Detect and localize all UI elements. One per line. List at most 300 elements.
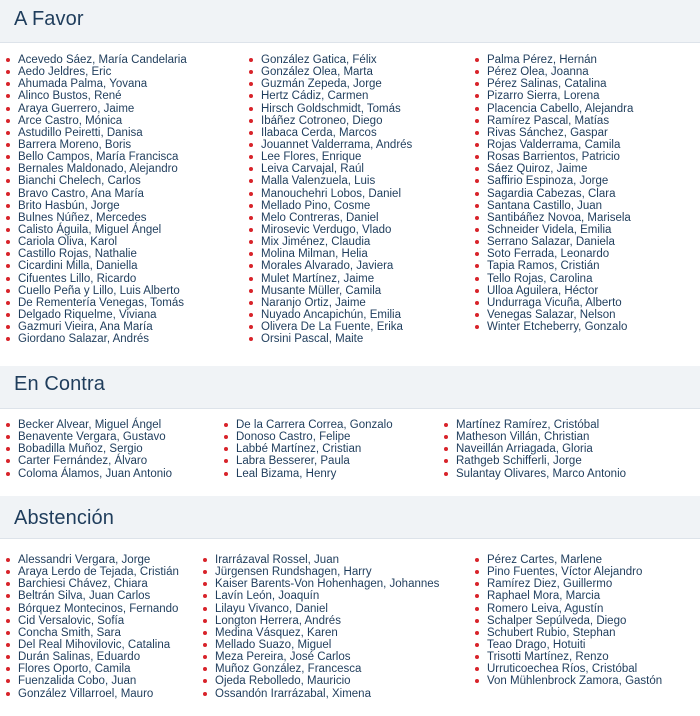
list-item [6,139,187,151]
member-name: Leal Bizama, Henry [236,467,337,480]
section-en-contra [0,366,700,490]
list-item [203,688,439,700]
list-item [475,615,662,627]
bullet-icon [224,472,228,476]
member-name: Santana Castillo, Juan [487,199,603,212]
list-item [475,139,633,151]
member-name: Cifuentes Lillo, Ricardo [18,272,137,285]
member-name: Nuyado Ancapichún, Emilia [261,308,401,321]
bullet-icon [475,325,479,329]
name-column-2 [203,554,439,700]
member-name: Jürgensen Rundshagen, Harry [215,566,372,579]
bullet-icon [475,313,479,317]
member-name: Sáez Quiroz, Jaime [487,163,588,176]
member-name: Ulloa Aguilera, Héctor [487,284,599,297]
bullet-icon [249,131,253,135]
list-item [203,651,439,663]
bullet-icon [249,325,253,329]
member-name: Raphael Mora, Marcia [487,590,601,603]
list-item [475,627,662,639]
bullet-icon [6,313,10,317]
member-name: Acevedo Sáez, María Candelaria [18,54,187,66]
list-item [249,309,412,321]
bullet-icon [6,155,10,159]
member-name: Pérez Cartes, Marlene [487,554,603,566]
list-item [475,188,633,200]
bullet-icon [475,192,479,196]
bullet-icon [224,423,228,427]
member-name: Rosas Barrientos, Patricio [487,151,620,164]
list-item [203,627,439,639]
list-item [203,578,439,590]
member-name: De la Carrera Correa, Gonzalo [236,419,393,431]
bullet-icon [6,667,10,671]
bullet-icon [475,594,479,598]
list-item [6,455,172,467]
member-name: Rathgeb Schifferli, Jorge [456,455,582,468]
bullet-icon [249,216,253,220]
list-item [475,260,633,272]
list-item [6,663,179,675]
member-name: Pizarro Sierra, Lorena [487,90,600,103]
member-name: Naranjo Ortiz, Jaime [261,296,366,309]
list-item [6,297,187,309]
bullet-icon [6,301,10,305]
member-name: Santibáñez Novoa, Marisela [487,211,631,224]
list-item [444,431,626,443]
member-name: Giordano Salazar, Andrés [18,333,150,346]
member-name: Labbé Martínez, Cristian [236,443,362,456]
list-item [6,333,187,345]
bullet-icon [475,240,479,244]
bullet-icon [203,667,207,671]
list-item [224,419,393,431]
member-name: Durán Salinas, Eduardo [18,651,141,664]
list-item [249,236,412,248]
section-title: A Favor [14,8,84,30]
member-name: Alessandri Vergara, Jorge [18,554,151,566]
bullet-icon [475,228,479,232]
member-name: Bello Campos, María Francisca [18,151,179,164]
member-name: Kaiser Barents-Von Hohenhagen, Johannes [215,578,440,591]
list-item [475,248,633,260]
list-item [6,212,187,224]
bullet-icon [6,94,10,98]
bullet-icon [475,82,479,86]
name-column-1 [6,554,179,700]
list-item [249,285,412,297]
bullet-icon [249,143,253,147]
member-name: Delgado Riquelme, Viviana [18,308,157,321]
list-item [6,66,187,78]
member-name: Ilabaca Cerda, Marcos [261,126,377,139]
member-name: Cuello Peña y Lillo, Luis Alberto [18,284,180,297]
list-item [6,54,187,66]
bullet-icon [6,82,10,86]
bullet-icon [6,179,10,183]
list-item [475,115,633,127]
bullet-icon [475,558,479,562]
member-name: Ahumada Palma, Yovana [18,78,148,91]
name-column-1 [6,54,187,345]
bullet-icon [249,204,253,208]
bullet-icon [475,155,479,159]
bullet-icon [249,301,253,305]
list-item [249,333,412,345]
member-name: Schneider Videla, Emilia [487,223,612,236]
bullet-icon [475,643,479,647]
bullet-icon [6,216,10,220]
member-name: Guzmán Zepeda, Jorge [261,78,382,91]
list-item [224,431,393,443]
list-item [444,419,626,431]
member-name: Malla Valenzuela, Luis [261,175,376,188]
member-name: Melo Contreras, Daniel [261,211,379,224]
list-item [475,200,633,212]
list-item [6,468,172,480]
list-item [6,188,187,200]
list-item [249,115,412,127]
list-item [249,127,412,139]
list-item [203,590,439,602]
bullet-icon [6,70,10,74]
list-item [249,248,412,260]
bullet-icon [475,289,479,293]
bullet-icon [475,619,479,623]
member-name: Pérez Salinas, Catalina [487,78,607,91]
member-name: Brito Hasbún, Jorge [18,199,120,212]
member-name: Cicardini Milla, Daniella [18,260,138,273]
bullet-icon [475,679,479,683]
list-item [203,615,439,627]
member-name: Von Mühlenbrock Zamora, Gastón [487,675,663,688]
bullet-icon [6,204,10,208]
member-name: Longton Herrera, Andrés [215,614,341,627]
list-item [475,663,662,675]
name-column-1 [6,419,172,480]
bullet-icon [249,58,253,62]
list-item [249,321,412,333]
list-item [475,309,633,321]
list-item [6,615,179,627]
list-item [249,200,412,212]
member-name: Romero Leiva, Agustín [487,602,604,615]
list-item [249,188,412,200]
member-name: Mellado Pino, Cosme [261,199,371,212]
bullet-icon [6,107,10,111]
member-name: Venegas Salazar, Nelson [487,308,616,321]
member-name: Soto Ferrada, Leonardo [487,248,610,261]
member-name: Ojeda Rebolledo, Mauricio [215,675,351,688]
list-item [6,224,187,236]
member-name: Hirsch Goldschmidt, Tomás [261,102,401,115]
member-name: Ramírez Diez, Guillermo [487,578,613,591]
bullet-icon [6,643,10,647]
list-item [6,443,172,455]
member-name: Ossandón Irarrázabal, Ximena [215,687,371,700]
member-name: Muñoz González, Francesca [215,663,362,676]
member-name: De Rementería Venegas, Tomás [18,296,184,309]
bullet-icon [6,119,10,123]
member-name: Teao Drago, Hotuiti [487,638,586,651]
member-name: Tello Rojas, Carolina [487,272,593,285]
bullet-icon [475,655,479,659]
bullet-icon [6,631,10,635]
list-item [249,212,412,224]
member-name: Mirosevic Verdugo, Vlado [261,223,392,236]
bullet-icon [249,337,253,341]
member-name: Flores Oporto, Camila [18,663,131,676]
list-item [6,103,187,115]
member-name: Olivera De La Fuente, Erika [261,321,403,334]
bullet-icon [6,435,10,439]
bullet-icon [444,447,448,451]
member-name: Tapia Ramos, Cristián [487,260,600,273]
member-name: Bórquez Montecinos, Fernando [18,602,179,615]
list-item [224,443,393,455]
bullet-icon [475,301,479,305]
list-item [475,212,633,224]
bullet-icon [475,204,479,208]
bullet-icon [224,435,228,439]
bullet-icon [6,607,10,611]
member-name: Sagardia Cabezas, Clara [487,187,616,200]
list-item [249,139,412,151]
member-name: Sulantay Olivares, Marco Antonio [456,467,627,480]
list-item [475,651,662,663]
member-name: Jouannet Valderrama, Andrés [261,138,413,151]
member-name: Cariola Oliva, Karol [18,236,118,249]
bullet-icon [475,70,479,74]
list-item [203,603,439,615]
member-name: Meza Pereira, José Carlos [215,651,351,664]
list-item [475,151,633,163]
list-item [444,455,626,467]
list-item [475,566,662,578]
bullet-icon [249,240,253,244]
member-name: Lilayu Vivanco, Daniel [215,602,328,615]
member-name: Placencia Cabello, Alejandra [487,102,634,115]
bullet-icon [249,313,253,317]
list-item [475,554,662,566]
list-item [475,90,633,102]
bullet-icon [6,325,10,329]
bullet-icon [6,594,10,598]
list-item [475,285,633,297]
section-title: En Contra [14,373,105,395]
member-name: Astudillo Peiretti, Danisa [18,126,143,139]
bullet-icon [6,423,10,427]
list-item [249,151,412,163]
member-name: Manouchehri Lobos, Daniel [261,187,402,200]
member-name: Fuenzalida Cobo, Juan [18,675,137,688]
member-name: Ramírez Pascal, Matías [487,114,610,127]
member-name: Musante Müller, Camila [261,284,382,297]
list-item [249,273,412,285]
bullet-icon [203,679,207,683]
list-item [6,236,187,248]
bullet-icon [203,619,207,623]
bullet-icon [6,192,10,196]
member-name: Leiva Carvajal, Raúl [261,163,364,176]
list-item [475,578,662,590]
bullet-icon [6,692,10,696]
member-name: Coloma Álamos, Juan Antonio [18,467,173,480]
list-item [6,127,187,139]
member-name: Schubert Rubio, Stephan [487,626,616,639]
bullet-icon [475,58,479,62]
list-item [203,663,439,675]
bullet-icon [475,607,479,611]
bullet-icon [475,216,479,220]
list-item [224,468,393,480]
list-item [6,590,179,602]
bullet-icon [475,119,479,123]
bullet-icon [249,192,253,196]
bullet-icon [475,277,479,281]
bullet-icon [6,228,10,232]
section-title: Abstención [14,507,114,529]
bullet-icon [249,264,253,268]
list-item [6,78,187,90]
member-name: Beltrán Silva, Juan Carlos [18,590,151,603]
list-item [6,688,179,700]
member-name: Pérez Olea, Joanna [487,66,589,79]
bullet-icon [475,570,479,574]
list-item [475,66,633,78]
list-item [6,419,172,431]
list-item [249,78,412,90]
bullet-icon [6,459,10,463]
member-name: Lee Flores, Enrique [261,151,362,164]
list-item [475,603,662,615]
list-item [203,675,439,687]
bullet-icon [6,131,10,135]
member-name: Concha Smith, Sara [18,626,121,639]
list-item [6,175,187,187]
bullet-icon [475,667,479,671]
section-header [0,0,700,43]
bullet-icon [6,143,10,147]
member-name: Medina Vásquez, Karen [215,626,338,639]
list-item [6,566,179,578]
member-name: González Gatica, Félix [261,54,377,66]
bullet-icon [249,277,253,281]
list-item [6,200,187,212]
member-name: Del Real Mihovilovic, Catalina [18,638,171,651]
member-name: Matheson Villán, Christian [456,431,590,444]
list-item [6,285,187,297]
member-name: Calisto Águila, Miguel Ángel [18,223,162,236]
list-item [249,54,412,66]
bullet-icon [475,582,479,586]
bullet-icon [249,82,253,86]
bullet-icon [249,289,253,293]
member-name: Gazmuri Vieira, Ana María [18,321,153,334]
bullet-icon [203,594,207,598]
member-name: González Olea, Marta [261,66,373,79]
section-header [0,366,700,409]
bullet-icon [203,582,207,586]
member-name: Alinco Bustos, René [18,90,122,103]
bullet-icon [444,472,448,476]
list-item [475,639,662,651]
list-item [249,175,412,187]
list-item [249,163,412,175]
member-name: Lavín León, Joaquín [215,590,320,603]
member-name: Ibáñez Cotroneo, Diego [261,114,383,127]
member-name: Schalper Sepúlveda, Diego [487,614,627,627]
list-item [6,431,172,443]
member-name: Bravo Castro, Ana María [18,187,144,200]
list-item [203,554,439,566]
bullet-icon [475,143,479,147]
list-item [475,78,633,90]
list-item [6,151,187,163]
list-item [6,578,179,590]
list-item [475,163,633,175]
bullet-icon [203,655,207,659]
bullet-icon [444,423,448,427]
bullet-icon [249,94,253,98]
member-name: Palma Pérez, Hernán [487,54,597,66]
list-item [475,297,633,309]
bullet-icon [6,264,10,268]
list-item [224,455,393,467]
bullet-icon [6,289,10,293]
bullet-icon [6,240,10,244]
list-item [475,224,633,236]
member-name: Morales Alvarado, Javiera [261,260,394,273]
bullet-icon [203,631,207,635]
bullet-icon [203,607,207,611]
section-header [0,496,700,539]
list-item [6,675,179,687]
list-item [475,273,633,285]
list-item [475,590,662,602]
bullet-icon [6,167,10,171]
list-item [6,309,187,321]
list-item [249,66,412,78]
list-item [203,566,439,578]
bullet-icon [6,277,10,281]
bullet-icon [249,167,253,171]
bullet-icon [249,179,253,183]
list-item [475,103,633,115]
list-item [475,321,633,333]
bullet-icon [6,619,10,623]
member-name: Serrano Salazar, Daniela [487,236,615,249]
bullet-icon [475,167,479,171]
list-item [475,236,633,248]
bullet-icon [6,447,10,451]
member-name: Bulnes Núñez, Mercedes [18,211,147,224]
member-name: Naveillán Arriagada, Gloria [456,443,593,456]
bullet-icon [444,459,448,463]
bullet-icon [6,558,10,562]
member-name: Labra Besserer, Paula [236,455,350,468]
list-item [6,603,179,615]
list-item [6,321,187,333]
member-name: Barrera Moreno, Boris [18,138,132,151]
member-name: Mellado Suazo, Miguel [215,638,332,651]
member-name: Urruticoechea Ríos, Cristóbal [487,663,638,676]
list-item [249,90,412,102]
bullet-icon [224,447,228,451]
member-name: Winter Etcheberry, Gonzalo [487,321,628,334]
bullet-icon [249,119,253,123]
member-name: Rivas Sánchez, Gaspar [487,126,608,139]
